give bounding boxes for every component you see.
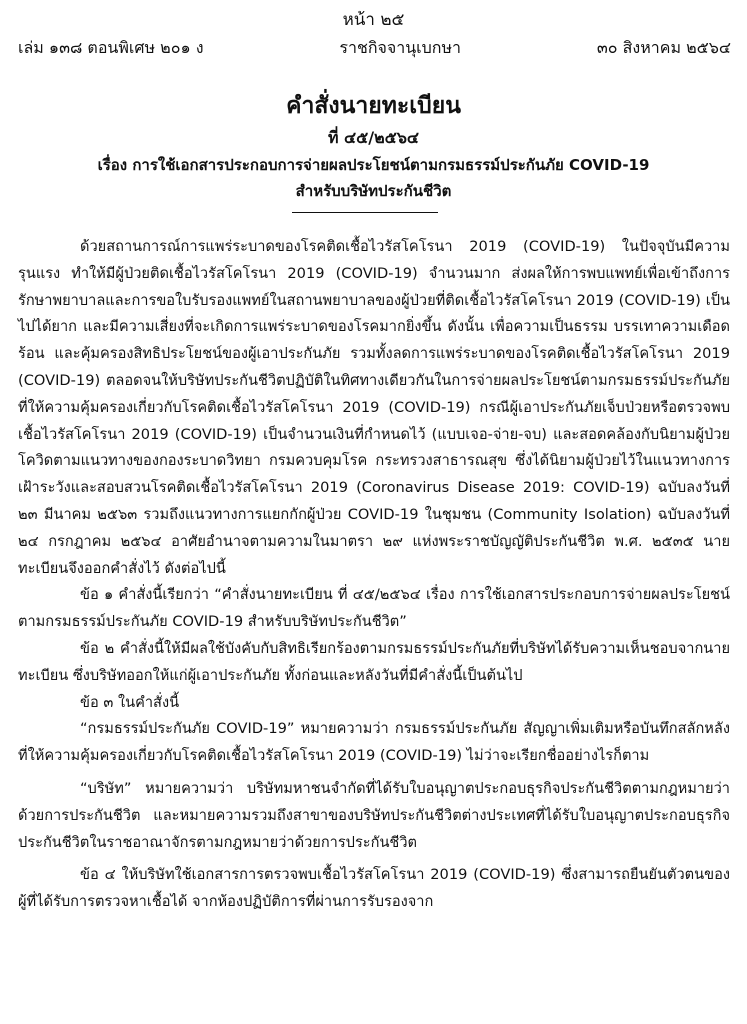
clause-2: ข้อ ๒ คำสั่งนี้ให้มีผลใช้บังคับกับสิทธิเรียกร้องตามกรมธรรม์ประกันภัยที่บริษัทได้รับความเห็นชอบจากนายทะเบียน ซึ่งบริษัทออกให้แก่ผู้เอาประกันภัย ทั้งก่อนและหลังวันที่มีคำสั่งนี้เป็นต้นไป	[18, 639, 730, 684]
clause-3: ข้อ ๓ ในคำสั่งนี้	[80, 693, 180, 711]
definition-covid-policy: “กรมธรรม์ประกันภัย COVID-19” หมายความว่า กรมธรรม์ประกันภัย สัญญาเพิ่มเติมหรือบันทึกสลักหลัง ที่ให้ความคุ้มครองเกี่ยวกับโรคติดเชื้อไวรัสโคโรนา 2019 (COVID-19) ไม่ว่าจะเรียกชื่ออย่างไรก็ตาม	[18, 720, 730, 765]
subject-line-1: เรื่อง การใช้เอกสารประกอบการจ่ายผลประโยชน์ตามกรมธรรม์ประกันภัย COVID-19	[97, 156, 650, 174]
publication-date: ๓๐ สิงหาคม ๒๕๖๔	[596, 38, 731, 57]
gazette-header	[18, 36, 731, 61]
subject-line-2: สำหรับบริษัทประกันชีวิต	[295, 182, 452, 200]
title-divider	[292, 212, 438, 213]
clause-1: ข้อ ๑ คำสั่งนี้เรียกว่า “คำสั่งนายทะเบียน ที่ ๔๕/๒๕๖๔ เรื่อง การใช้เอกสารประกอบการจ่ายผลประโยชน์ตามกรมธรรม์ประกันภัย COVID-19 สำหรับบริษัทประกันชีวิต”	[18, 586, 730, 631]
publication-name: ราชกิจจานุเบกษา	[339, 38, 462, 57]
volume-info: เล่ม ๑๓๘ ตอนพิเศษ ๒๐๑ ง	[18, 38, 204, 57]
definition-company: “บริษัท” หมายความว่า บริษัทมหาชนจำกัดที่ได้รับใบอนุญาตประกอบธุรกิจประกันชีวิตตามกฎหมายว่าด้วยการประกันชีวิต และหมายความรวมถึงสาขาของบริษัทประกันชีวิตต่างประเทศที่ได้รับใบอนุญาตประกอบธุรกิจประกันชีวิตในราชอาณาจักรตามกฎหมายว่าด้วยการประกันชีวิต	[18, 779, 730, 851]
preamble-paragraph: ด้วยสถานการณ์การแพร่ระบาดของโรคติดเชื้อไวรัสโคโรนา 2019 (COVID-19) ในปัจจุบันมีความรุนแรง ทำให้มีผู้ป่วยติดเชื้อไวรัสโคโรนา 2019 (COVID-19) จำนวนมาก ส่งผลให้การพบแพทย์เพื่อเข้าถึงการรักษาพยาบาลและการขอใบรับรองแพทย์ในสถานพยาบาลของผู้ป่วยที่ติดเชื้อไวรัสโคโรนา 2019 (COVID-19) เป็นไปได้ยาก และมีความเสี่ยงที่จะเกิดการแพร่ระบาดของโรคมากยิ่งขึ้น ดังนั้น เพื่อความเป็นธรรม บรรเทาความเดือดร้อน และคุ้มครองสิทธิประโยชน์ของผู้เอาประกันภัย รวมทั้งลดการแพร่ระบาดของโรคติดเชื้อไวรัสโคโรนา 2019 (COVID-19) ตลอดจนให้บริษัทประกันชีวิตปฏิบัติในทิศทางเดียวกันในการจ่ายผลประโยชน์ตามกรมธรรม์ประกันภัยที่ให้ความคุ้มครองเกี่ยวกับโรคติดเชื้อไวรัสโคโรนา 2019 (COVID-19) กรณีผู้เอาประกันภัยเจ็บป่วยหรือตรวจพบเชื้อไวรัสโคโรนา 2019 (COVID-19) เป็นจำนวนเงินที่กำหนดไว้ (แบบเจอ-จ่าย-จบ) และสอดคล้องกับนิยามผู้ป่วยโควิดตามแนวทางของกองระบาดวิทยา กรมควบคุมโรค กระทรวงสาธารณสุข ซึ่งได้นิยามผู้ป่วยไว้ในแนวทางการเฝ้าระวังและสอบสวนโรคติดเชื้อไวรัสโคโรนา 2019 (Coronavirus Disease 2019: COVID-19) ฉบับลงวันที่ ๒๓ มีนาคม ๒๕๖๓ รวมถึงแนวทางการแยกกักผู้ป่วย COVID-19 ในชุมชน (Community Isolation) ฉบับลงวันที่ ๒๔ กรกฎาคม ๒๕๖๔ อาศัยอำนาจตามความในมาตรา ๒๙ แห่งพระราชบัญญัติประกันชีวิต พ.ศ. ๒๕๓๕ นายทะเบียนจึงออกคำสั่งไว้ ดังต่อไปนี้	[18, 238, 730, 577]
document-title: คำสั่งนายทะเบียน	[286, 93, 461, 119]
page-number: หน้า ๒๕	[342, 10, 405, 30]
clause-4: ข้อ ๔ ให้บริษัทใช้เอกสารการตรวจพบเชื้อไวรัสโคโรนา 2019 (COVID-19) ซึ่งสามารถยืนยันตัวตนของผู้ที่ได้รับการตรวจหาเชื้อได้ จากห้องปฏิบัติการที่ผ่านการรับรองจาก	[18, 866, 730, 911]
order-number: ที่ ๔๕/๒๕๖๔	[327, 128, 420, 147]
document-body	[18, 234, 730, 916]
subject	[0, 152, 747, 204]
